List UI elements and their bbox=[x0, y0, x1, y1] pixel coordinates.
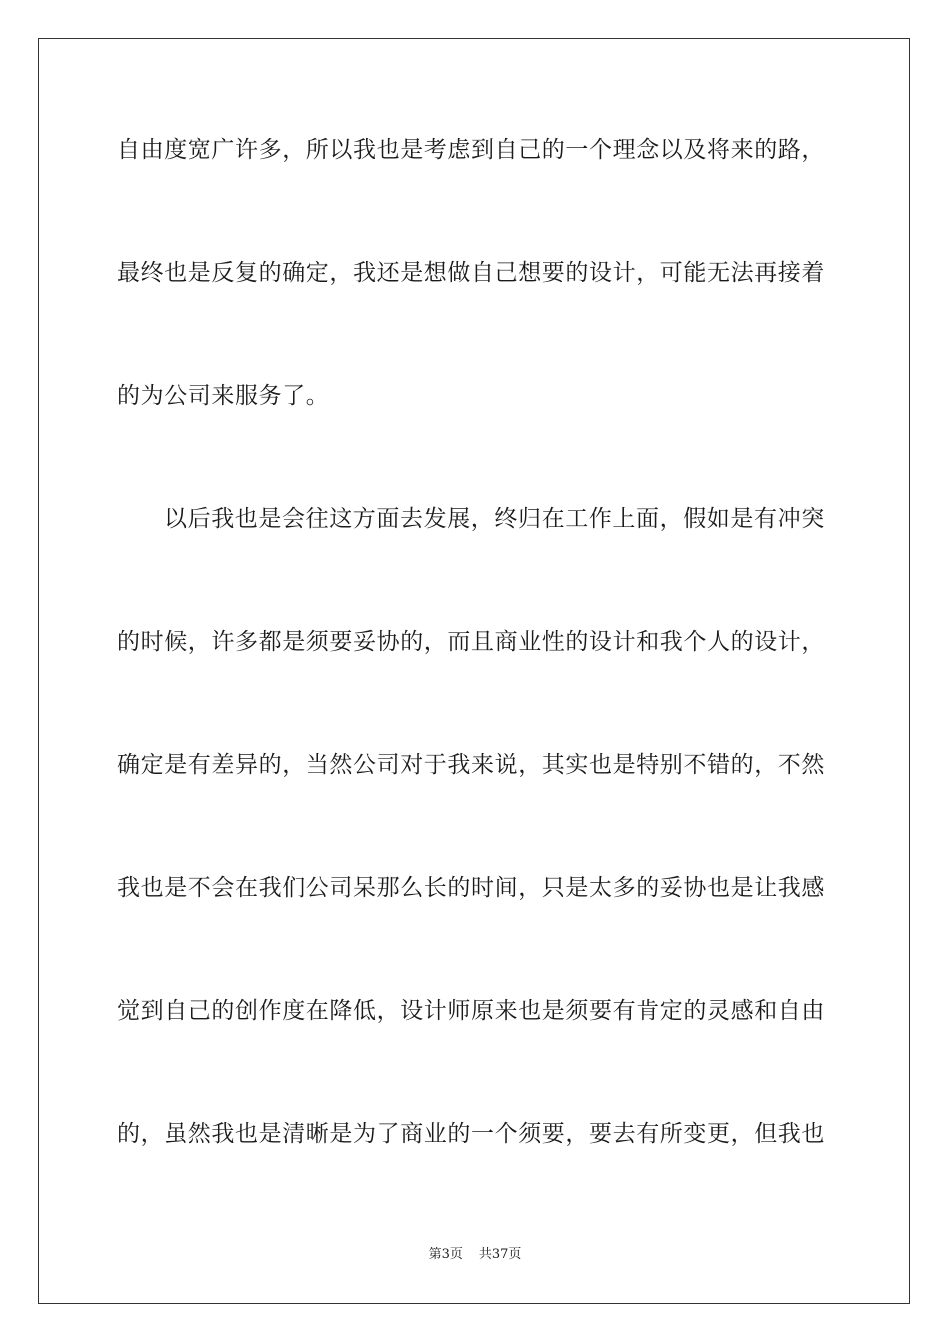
text-line-3: 的为公司来服务了。 bbox=[117, 383, 330, 409]
page-border bbox=[38, 38, 910, 1304]
text-line-8: 觉到自己的创作度在降低，设计师原来也是须要有肯定的灵感和自由 bbox=[117, 998, 825, 1024]
text-line-5: 的时候，许多都是须要妥协的，而且商业性的设计和我个人的设计， bbox=[117, 629, 825, 655]
text-line-6: 确定是有差异的，当然公司对于我来说，其实也是特别不错的，不然 bbox=[117, 752, 825, 778]
text-line-4-paragraph-start: 以后我也是会往这方面去发展，终归在工作上面，假如是有冲突 bbox=[164, 506, 825, 532]
page-number-current: 第3页 bbox=[428, 1247, 463, 1262]
text-line-2: 最终也是反复的确定，我还是想做自己想要的设计，可能无法再接着 bbox=[117, 260, 825, 286]
text-line-7: 我也是不会在我们公司呆那么长的时间，只是太多的妥协也是让我感 bbox=[117, 875, 825, 901]
text-line-9: 的，虽然我也是清晰是为了商业的一个须要，要去有所变更，但我也 bbox=[117, 1121, 825, 1147]
page-footer bbox=[0, 1246, 950, 1264]
text-line-1: 自由度宽广许多，所以我也是考虑到自己的一个理念以及将来的路， bbox=[117, 137, 825, 163]
page-number-total: 共37页 bbox=[478, 1247, 522, 1262]
